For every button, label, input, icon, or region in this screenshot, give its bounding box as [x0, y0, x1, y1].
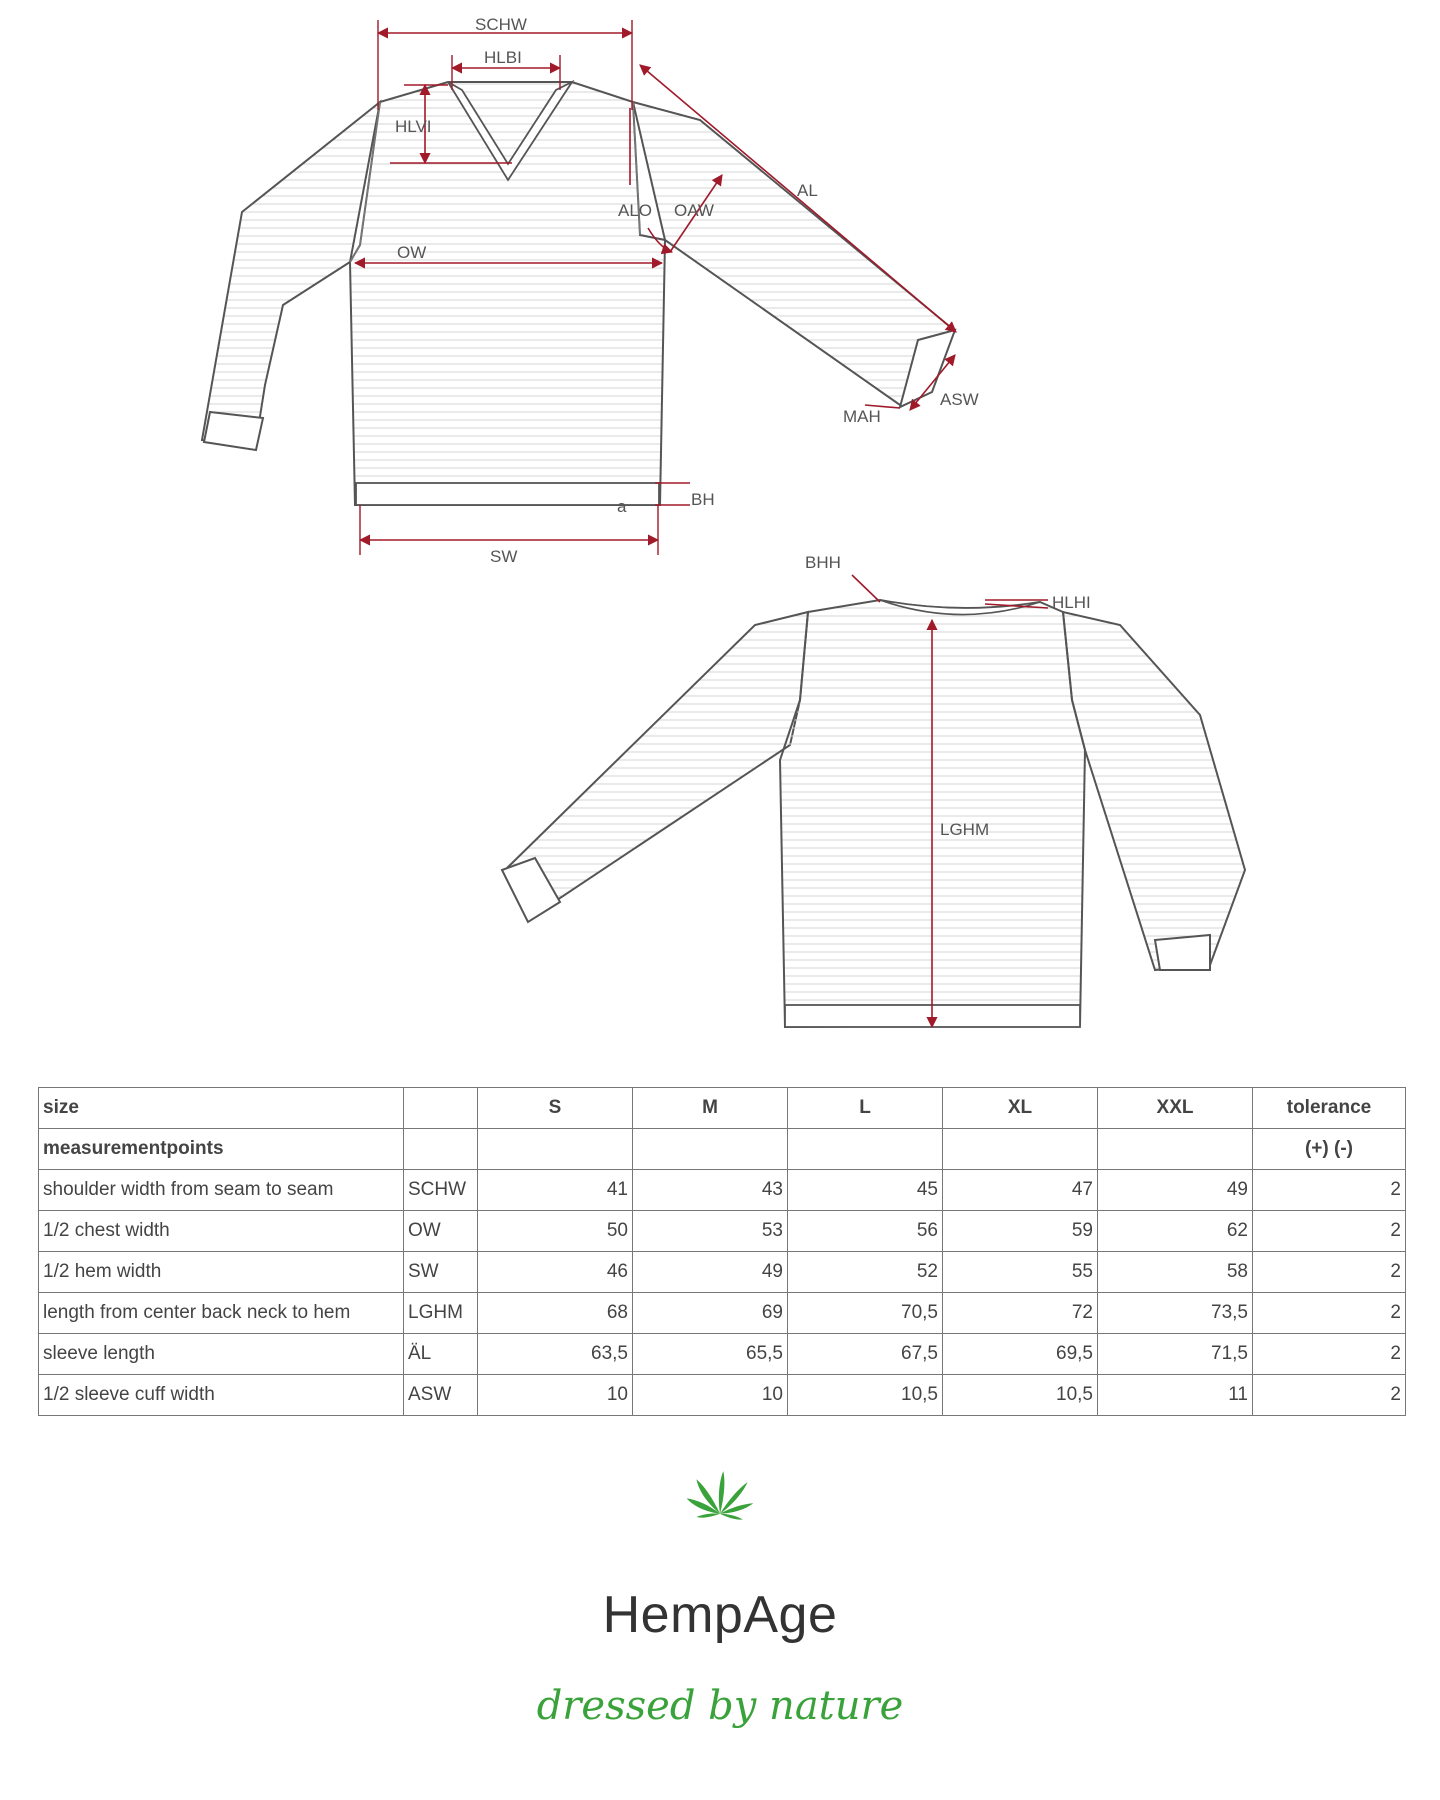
label-asw: ASW — [940, 390, 979, 409]
size-col-xl: XL — [943, 1088, 1098, 1129]
brand-name: HempAge — [602, 1586, 838, 1644]
label-lghm: LGHM — [940, 820, 990, 839]
size-spec-table — [38, 1087, 1406, 1416]
label-a: a — [617, 497, 627, 516]
table-row: 1/2 hem width SW 46 49 52 55 58 2 — [39, 1252, 1406, 1293]
front-left-cuff — [204, 412, 263, 450]
table-row: sleeve length ÄL 63,5 65,5 67,5 69,5 71,5 2 — [39, 1334, 1406, 1375]
table-row: length from center back neck to hem LGHM 68 69 70,5 72 73,5 2 — [39, 1293, 1406, 1334]
header-row-sizes — [39, 1088, 1406, 1129]
tolerance-sub: (+) (-) — [1253, 1129, 1406, 1170]
table-row: 1/2 chest width OW 50 53 56 59 62 2 — [39, 1211, 1406, 1252]
front-body — [350, 82, 665, 505]
front-right-sleeve — [633, 102, 954, 405]
size-col-s: S — [478, 1088, 633, 1129]
label-hlhi: HLHI — [1052, 593, 1091, 612]
back-view-diagram — [0, 540, 1440, 1040]
front-view-diagram — [0, 0, 1440, 580]
hemp-leaf-icon — [560, 1465, 880, 1595]
label-ow: OW — [397, 243, 427, 262]
label-bhh: BHH — [805, 553, 841, 572]
label-sw: SW — [490, 547, 518, 566]
size-col-m: M — [633, 1088, 788, 1129]
label-hlbi: HLBI — [484, 48, 522, 67]
back-left-sleeve — [505, 612, 808, 918]
label-oaw: OAW — [674, 201, 714, 220]
size-label: size — [39, 1088, 404, 1129]
label-mah: MAH — [843, 407, 881, 426]
front-hem-band — [356, 483, 659, 505]
header-row-measurementpoints — [39, 1129, 1406, 1170]
tolerance-label: tolerance — [1253, 1088, 1406, 1129]
brand-tagline: dressed by nature — [536, 1683, 904, 1729]
label-alo: ALO — [618, 201, 653, 220]
table-row: 1/2 sleeve cuff width ASW 10 10 10,5 10,5 11 2 — [39, 1375, 1406, 1416]
size-col-l: L — [788, 1088, 943, 1129]
measurementpoints-label: measurementpoints — [39, 1129, 404, 1170]
label-schw: SCHW — [475, 15, 527, 34]
table-row: shoulder width from seam to seam SCHW 41 43 45 47 49 2 — [39, 1170, 1406, 1211]
back-right-sleeve — [1063, 612, 1245, 970]
back-right-cuff — [1155, 935, 1210, 970]
label-bh: BH — [691, 490, 715, 509]
size-col-xxl: XXL — [1098, 1088, 1253, 1129]
label-hlvi: HLVI — [395, 117, 432, 136]
label-al: AL — [797, 181, 818, 200]
